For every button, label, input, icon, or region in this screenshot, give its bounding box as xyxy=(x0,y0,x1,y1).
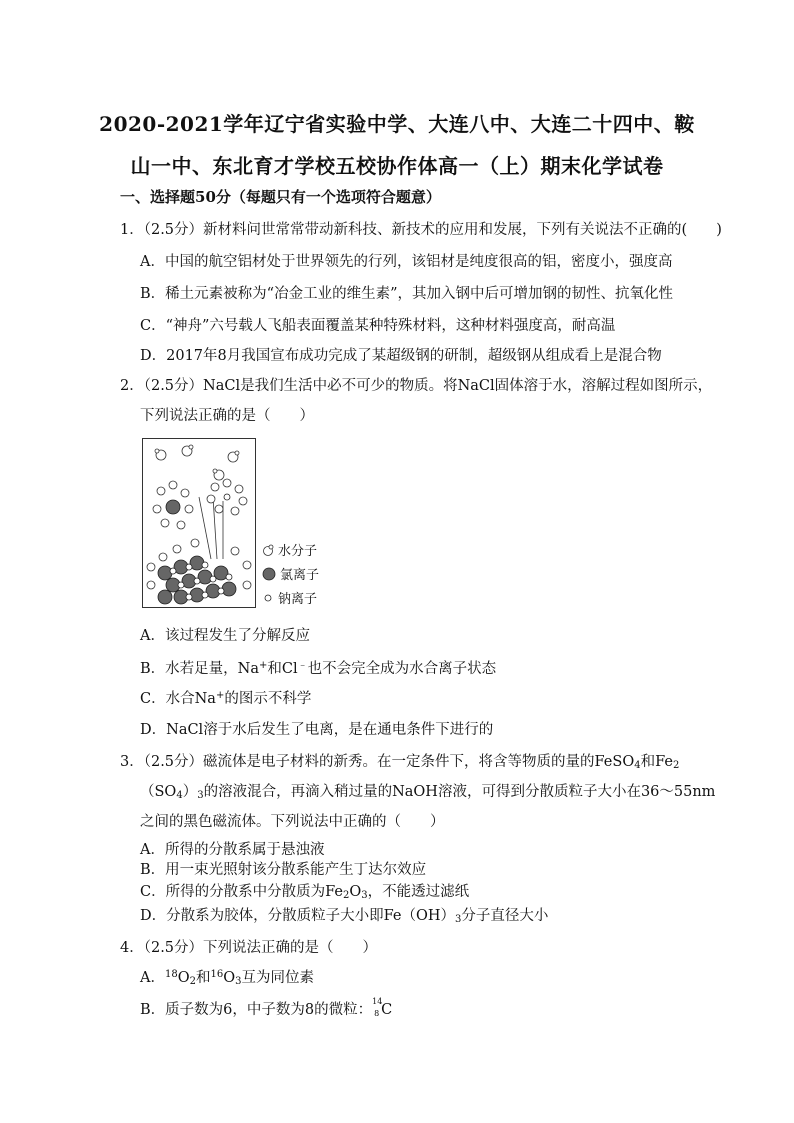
legend-chloride xyxy=(262,564,319,583)
dissolution-diagram-svg xyxy=(143,439,255,607)
q4-option-b: B．质子数为6，中子数为8的微粒： 14 8 C xyxy=(140,997,393,1018)
q3-stem-line3: 之间的黑色磁流体。下列说法中正确的（ ） xyxy=(140,814,445,830)
legend-sodium-label: 钠离子 xyxy=(278,592,318,607)
q2-stem-line2: 下列说法正确的是（ ） xyxy=(140,408,314,424)
legend-water-label: 水分子 xyxy=(278,544,318,559)
q3-option-b: B．用一束光照射该分散系能产生丁达尔效应 xyxy=(140,862,427,878)
q3-option-a: A．所得的分散系属于悬浊液 xyxy=(140,842,325,858)
section-heading: 一、选择题50分（每题只有一个选项符合题意） xyxy=(120,188,441,206)
q2-option-d: D．NaCl溶于水后发生了电离，是在通电条件下进行的 xyxy=(140,722,494,738)
legend-chloride-label: 氯离子 xyxy=(280,568,320,583)
nacl-dissolution-figure xyxy=(142,438,256,608)
legend-sodium xyxy=(262,588,317,607)
water-molecule-icon xyxy=(262,544,274,556)
q2-stem-line1: 2．（2.5分）NaCl是我们生活中必不可少的物质。将NaCl固体溶于水，溶解过程如图所示， xyxy=(120,378,713,394)
q1-option-c: C．“神舟”六号载人飞船表面覆盖某种特殊材料，这种材料强度高，耐高温 xyxy=(140,318,616,334)
q2-option-b: B．水若足量，Na+和Cl﹣也不会完全成为水合离子状态 xyxy=(140,660,497,677)
q4-option-a: A．$^{18}O_2$和$^{16}O_3$互为同位素 xyxy=(140,969,314,987)
q3-stem-line1: 3．（2.5分）磁流体是电子材料的新秀。在一定条件下，将含等物质的量的FeSO$_4$和$Fe_2$ xyxy=(120,754,680,771)
exam-title-line1: 2020-2021学年辽宁省实验中学、大连八中、大连二十四中、鞍 xyxy=(99,112,695,136)
q1-option-a: A．中国的航空铝材处于世界领先的行列，该铝材是纯度很高的铝，密度小，强度高 xyxy=(140,254,673,270)
q3-option-c: C．所得的分散系中分散质为$Fe_2O_3$，不能透过滤纸 xyxy=(140,884,470,901)
chloride-ion-icon xyxy=(262,567,276,581)
q3-option-d: D．分散系为胶体，分散质粒子大小即$Fe(OH)_3$分子直径大小 xyxy=(140,908,549,925)
q3-stem-line2: $(SO_4)_3$的溶液混合，再滴入稍过量的NaOH溶液，可得到分散质粒子大小在36～55nm xyxy=(140,784,716,801)
q1-option-b: B．稀土元素被称为“冶金工业的维生素”，其加入钢中后可增加钢的韧性、抗氧化性 xyxy=(140,286,673,302)
q4-stem: 4．（2.5分）下列说法正确的是（ ） xyxy=(120,940,378,956)
q1-option-d: D．2017年8月我国宣布成功完成了某超级钢的研制，超级钢从组成看上是混合物 xyxy=(140,348,662,364)
q2-option-a: A．该过程发生了分解反应 xyxy=(140,628,310,644)
nuclide-notation: 14 8 C xyxy=(372,997,393,1018)
sodium-ion-icon xyxy=(262,592,274,604)
q1-stem: 1．（2.5分）新材料问世常常带动新科技、新技术的应用和发展，下列有关说法不正确的( ) xyxy=(120,222,722,238)
legend-water xyxy=(262,540,317,559)
exam-title-line2: 山一中、东北育才学校五校协作体高一（上）期末化学试卷 xyxy=(130,154,664,178)
q2-option-c: C．水合Na+的图示不科学 xyxy=(140,690,312,707)
